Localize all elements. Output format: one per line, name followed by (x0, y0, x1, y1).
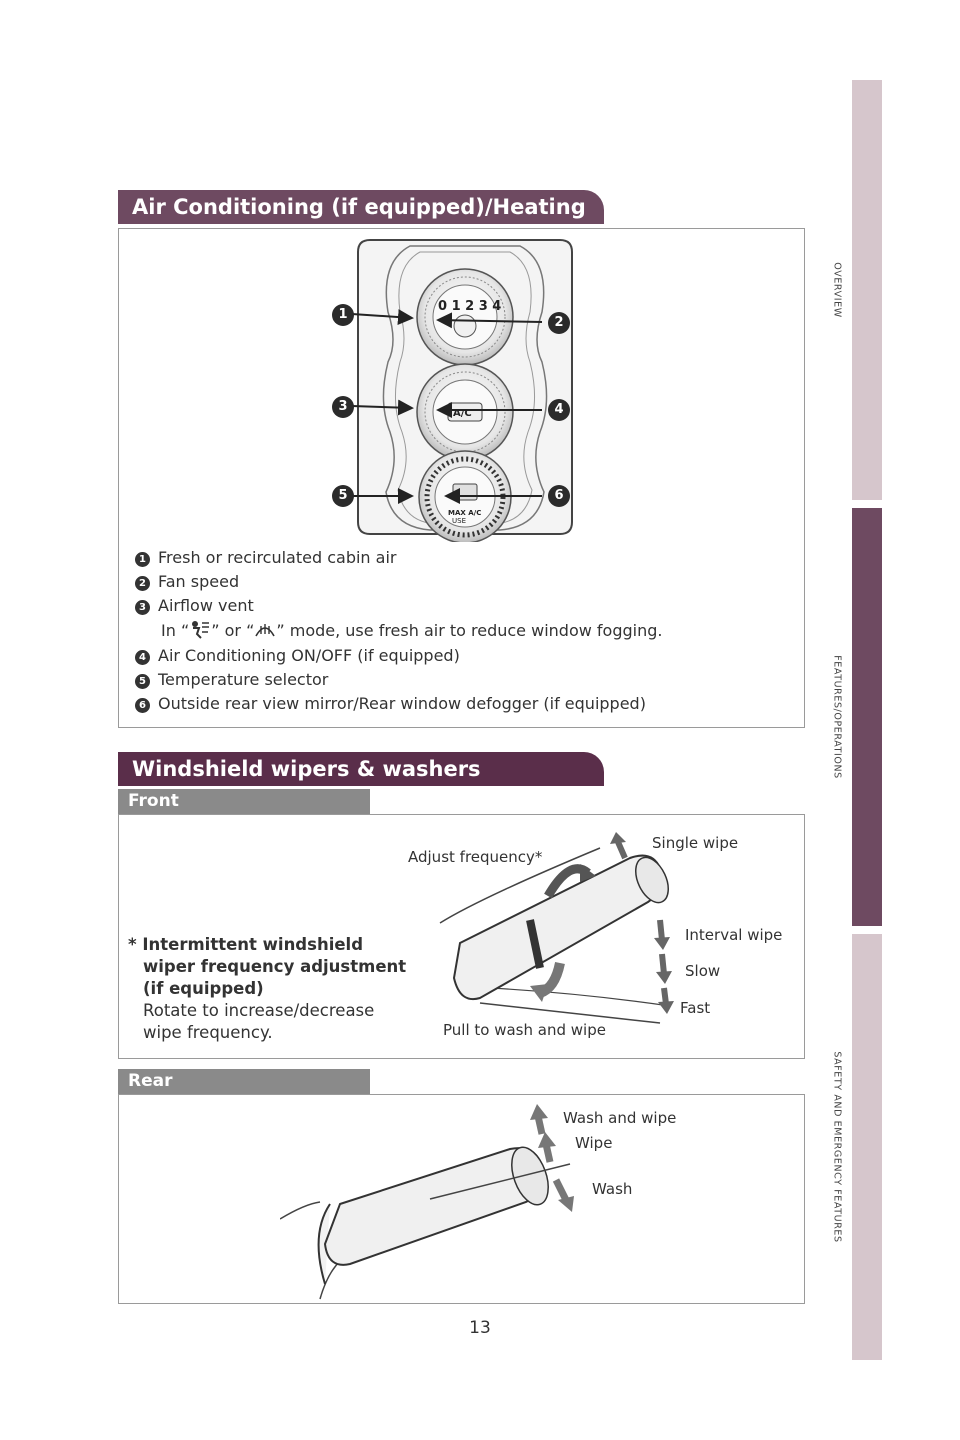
callout-6: 6 (548, 485, 570, 507)
callout-4: 4 (548, 399, 570, 421)
wash-and-wipe-label: Wash and wipe (563, 1109, 677, 1127)
callout-3: 3 (332, 396, 354, 418)
ac-section-title: Air Conditioning (if equipped)/Heating (132, 195, 586, 219)
slow-label: Slow (685, 962, 721, 980)
face-feet-vent-icon (189, 620, 211, 640)
legend-item (135, 694, 646, 713)
pull-wash-label: Pull to wash and wipe (443, 1021, 606, 1039)
wipe-label: Wipe (575, 1134, 613, 1152)
legend-number: 2 (135, 576, 150, 591)
svg-text:MAX A/C: MAX A/C (448, 509, 482, 517)
airflow-note: In “ ” or “ ” mode, use fresh air to reduce window fogging. (161, 621, 663, 640)
front-subheader: Front (118, 789, 370, 814)
side-tab-features-operations[interactable] (852, 508, 882, 926)
legend-number: 4 (135, 650, 150, 665)
legend-number: 1 (135, 552, 150, 567)
legend-item (135, 572, 239, 591)
wash-label: Wash (592, 1180, 633, 1198)
legend-item (135, 596, 254, 615)
callout-1: 1 (332, 304, 354, 326)
ac-section-header (118, 190, 604, 224)
page-number: 13 (469, 1318, 491, 1338)
fast-label: Fast (680, 999, 711, 1017)
callout-2: 2 (548, 312, 570, 334)
note-line-1: * Intermittent windshield (128, 935, 364, 954)
wiper-section-title: Windshield wipers & washers (132, 757, 481, 781)
rear-subheader: Rear (118, 1069, 370, 1094)
legend-text: Air Conditioning ON/OFF (if equipped) (158, 646, 460, 665)
side-label-features-operations: FEATURES/OPERATIONS (831, 655, 843, 779)
legend-number: 6 (135, 698, 150, 713)
legend-item (135, 548, 396, 567)
wiper-section-header (118, 752, 604, 786)
side-label-safety: SAFETY AND EMERGENCY FEATURES (831, 1051, 843, 1243)
legend-text: Airflow vent (158, 596, 254, 615)
legend-number: 5 (135, 674, 150, 689)
svg-text:0 1 2 3 4: 0 1 2 3 4 (438, 299, 502, 314)
legend-text: Fan speed (158, 572, 240, 591)
legend-text: Outside rear view mirror/Rear window defogger (if equipped) (158, 694, 646, 713)
legend-text: Temperature selector (158, 670, 329, 689)
svg-text:A/C: A/C (453, 408, 472, 419)
callout-arrows (330, 300, 570, 510)
defrost-icon (254, 620, 276, 640)
note-line-3: (if equipped) (143, 979, 264, 998)
legend-number: 3 (135, 600, 150, 615)
legend-item (135, 670, 328, 689)
callout-5: 5 (332, 485, 354, 507)
side-tab-overview[interactable] (852, 80, 882, 500)
legend-text: Fresh or recirculated cabin air (158, 548, 397, 567)
side-label-overview: OVERVIEW (831, 262, 843, 318)
adjust-frequency-label: Adjust frequency* (408, 848, 543, 866)
side-tab-safety[interactable] (852, 934, 882, 1360)
interval-wipe-label: Interval wipe (685, 926, 783, 944)
note-line-4: Rotate to increase/decrease (143, 1001, 375, 1020)
single-wipe-label: Single wipe (652, 834, 739, 852)
legend-item (135, 646, 460, 665)
note-line-5: wipe frequency. (143, 1023, 273, 1042)
svg-text:USE: USE (452, 517, 466, 525)
intermittent-note (128, 934, 418, 1044)
note-line-2: wiper frequency adjustment (143, 957, 407, 976)
